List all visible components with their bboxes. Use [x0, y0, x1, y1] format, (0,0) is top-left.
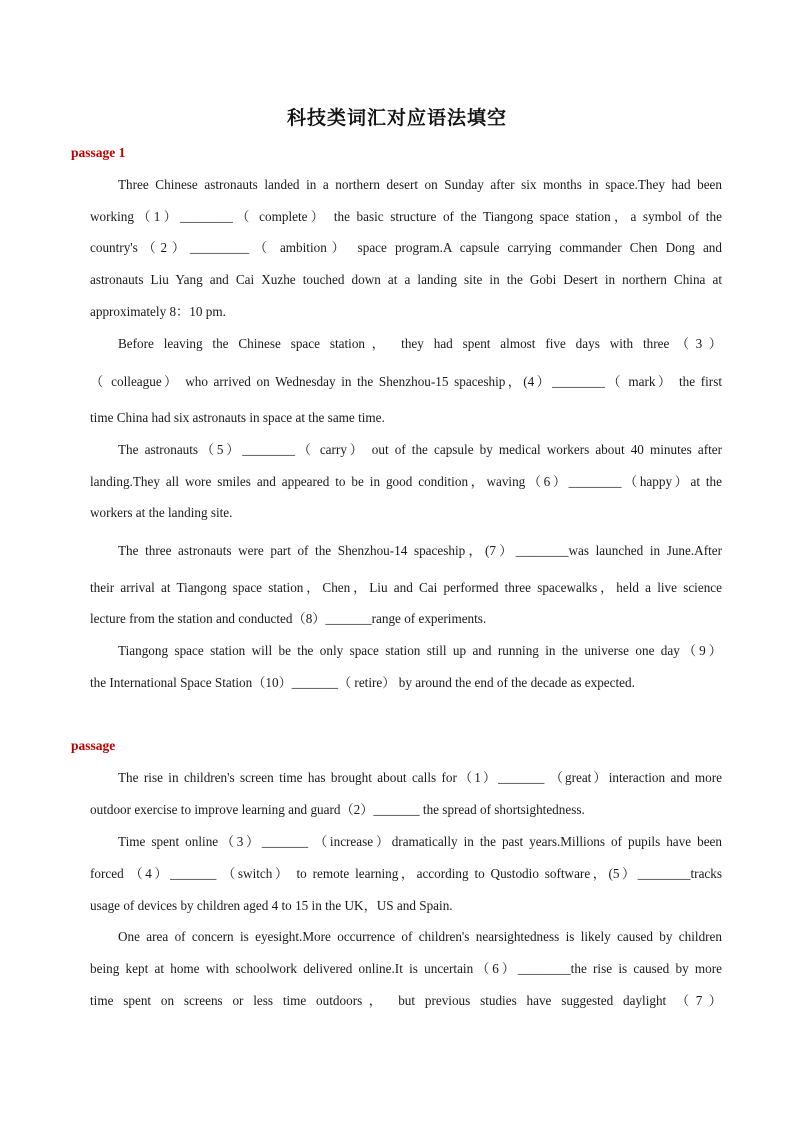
passage-1-line: time China had six astronauts in space at the same time.	[90, 410, 385, 425]
page-title: 科技类词汇对应语法填空	[286, 107, 507, 129]
passage-1-line: Three Chinese astronauts landed in a northern desert on Sunday after six months in space.They had been	[118, 177, 722, 192]
passage-1-label: passage 1	[71, 145, 126, 160]
passage-1-line: their arrival at Tiangong space station，Chen，Liu and Cai performed three spacewalks，held a live science	[90, 580, 722, 595]
passage-1-line: Tiangong space station will be the only space station still up and running in the universe one day（9）	[118, 643, 722, 658]
passage-1-line: approximately 8：10 pm.	[90, 304, 226, 319]
passage-2-line: being kept at home with schoolwork delivered online.It is uncertain（6）________the rise is caused by more	[90, 961, 722, 976]
passage-2-line: outdoor exercise to improve learning and guard（2）_______ the spread of shortsightedness.	[90, 802, 585, 817]
passage-2-line: The rise in children's screen time has brought about calls for（1）_______ （great）interaction and more	[118, 770, 722, 785]
passage-1-line: country's（2）_________（ ambition） space program.A capsule carrying commander Chen Dong and	[90, 240, 722, 255]
passage-1-line: the International Space Station（10）_______（ retire） by around the end of the decade as expected.	[90, 675, 635, 690]
passage-2-line: time spent on screens or less time outdoors， but previous studies have suggested daylight （7）	[90, 993, 722, 1008]
passage-1-line: （ colleague） who arrived on Wednesday in the Shenzhou-15 spaceship，(4）________（ mark） the first	[90, 374, 722, 389]
passage-1-line: landing.They all wore smiles and appeared to be in good condition，waving（6）________（happy）at the	[90, 474, 722, 489]
passage-1-line: The astronauts（5）________（ carry） out of the capsule by medical workers about 40 minutes after	[118, 442, 722, 457]
passage-1-line: lecture from the station and conducted（8）_______range of experiments.	[90, 611, 487, 626]
passage-2-line: One area of concern is eyesight.More occurrence of children's nearsightedness is likely caused by children	[118, 929, 722, 944]
passage-1-line: astronauts Liu Yang and Cai Xuzhe touched down at a landing site in the Gobi Desert in northern China at	[90, 272, 722, 287]
passage-2-line: usage of devices by children aged 4 to 15 in the UK，US and Spain.	[90, 898, 453, 913]
passage-1-line: The three astronauts were part of the Shenzhou-14 spaceship，(7）________was launched in June.After	[118, 543, 722, 558]
passage-1-line: Before leaving the Chinese space station， they had spent almost five days with three（3）	[118, 336, 722, 351]
passage-1-line: working（1）________（ complete） the basic structure of the Tiangong space station，a symbol of the	[90, 209, 722, 224]
passage-2-line: Time spent online（3）_______ （increase）dramatically in the past years.Millions of pupils have been	[118, 834, 722, 849]
passage-1-line: workers at the landing site.	[90, 505, 233, 520]
passage-2-label: passage	[71, 738, 116, 753]
passage-2-line: forced （4）_______ （switch） to remote learning，according to Qustodio software，(5）________tracks	[90, 866, 722, 881]
